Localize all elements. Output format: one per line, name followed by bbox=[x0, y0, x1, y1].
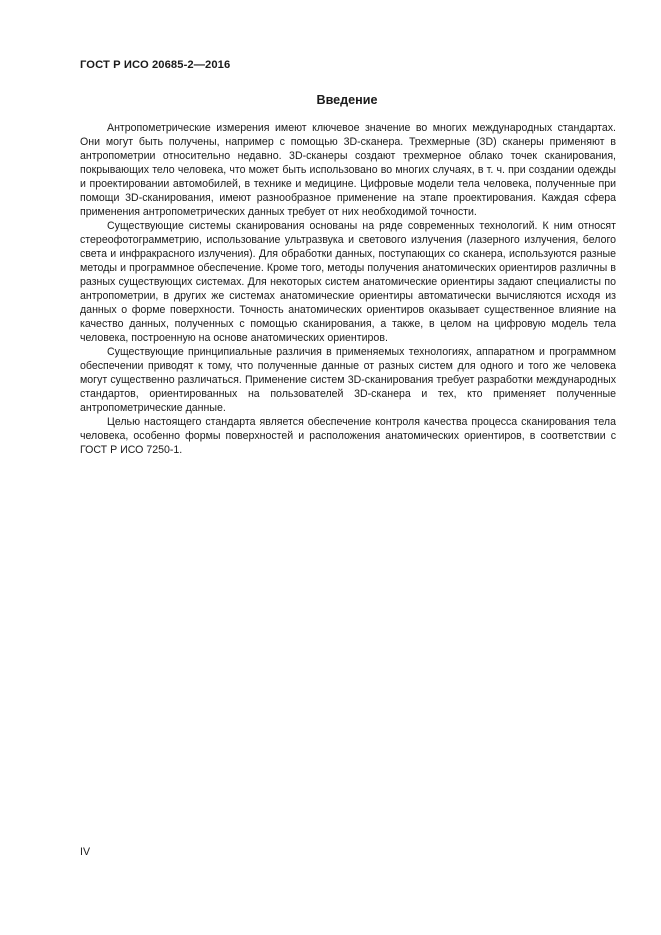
document-code-header: ГОСТ Р ИСО 20685-2—2016 bbox=[80, 59, 231, 71]
paragraph-2: Существующие системы сканирования основаны на ряде современных технологий. К ним относят стереофотограмметрию, использование ультразвука и светового излучения (лазерного излучения, белого света и инфракрасного излучения). Для обработки данных, поступающих со сканера, используются разные методы и программное обеспечение. Кроме того, методы получения анатомических ориентиров различны в разных существующих системах. Для некоторых систем анатомические ориентиры задают специалисты по антропометрии, в других же системах анатомические ориентиры автоматически вычисляются исходя из данных о форме поверхности. Точность анатомических ориентиров оказывает существенное влияние на качество данных, полученных с помощью сканирования, а также, в целом на цифровую модель тела человека, построенную на основе анатомических ориентиров. bbox=[80, 220, 616, 344]
introduction-body bbox=[80, 121, 616, 457]
page-number: IV bbox=[80, 846, 91, 858]
paragraph-3: Существующие принципиальные различия в применяемых технологиях, аппаратном и программном обеспечении приводят к тому, что полученные данные от разных систем для одного и того же человека могут существенно различаться. Применение систем 3D-сканирования требует разработки международных стандартов, ориентированных на пользователей 3D-сканера и тех, кто применяет полученные антропометрические данные. bbox=[80, 346, 616, 414]
paragraph-1: Антропометрические измерения имеют ключевое значение во многих международных стандартах. Они могут быть получены, например с помощью 3D-сканера. Трехмерные (3D) сканеры применяют в антропометрии относительно недавно. 3D-сканеры создают трехмерное облако точек сканирования, покрывающих тело человека, что может быть использовано во многих случаях, в т. ч. при создании одежды и проектировании автомобилей, в технике и медицине. Цифровые модели тела человека, полученные при помощи 3D-сканирования, имеют разнообразное применение на этапе проектирования. Каждая сфера применения антропометрических данных требует от них необходимой точности. bbox=[80, 122, 616, 218]
paragraph-4: Целью настоящего стандарта является обеспечение контроля качества процесса сканирования тела человека, особенно формы поверхностей и расположения анатомических ориентиров, в соответствии с ГОСТ Р ИСО 7250-1. bbox=[80, 416, 616, 456]
section-title: Введение bbox=[316, 93, 378, 107]
